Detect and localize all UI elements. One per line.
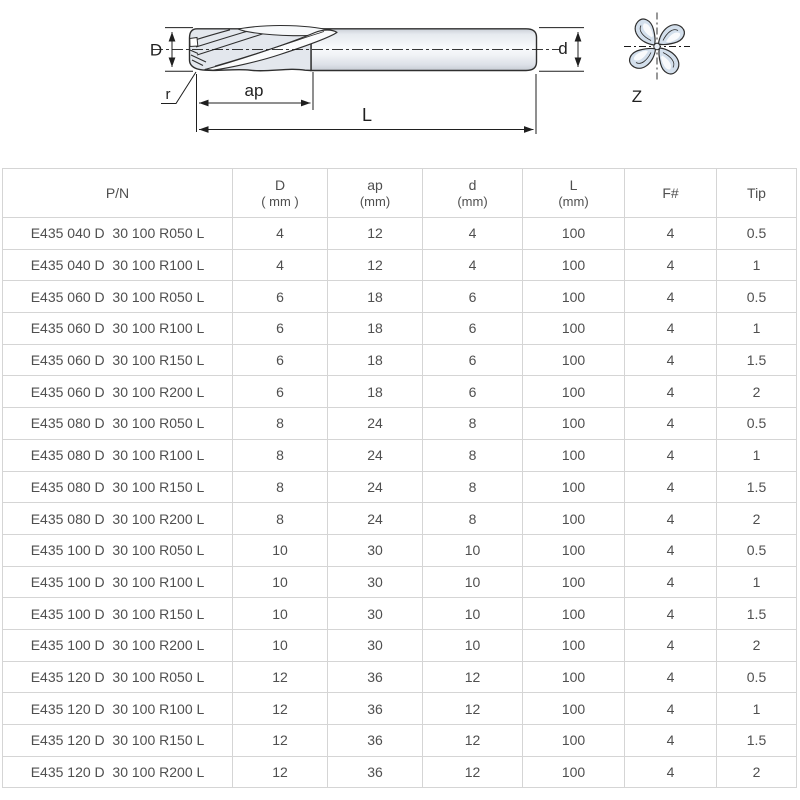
part-number-cell: E435 040 D 30 100 R050 L bbox=[3, 218, 233, 250]
tip-notch bbox=[190, 38, 198, 47]
value-cell: 4 bbox=[625, 693, 717, 725]
value-cell: 100 bbox=[523, 344, 625, 376]
value-cell: 0.5 bbox=[717, 408, 797, 440]
part-number-cell: E435 080 D 30 100 R150 L bbox=[3, 471, 233, 503]
value-cell: 18 bbox=[328, 313, 423, 345]
table-row bbox=[3, 725, 797, 757]
value-cell: 1.5 bbox=[717, 725, 797, 757]
dim-label-r: r bbox=[165, 86, 171, 103]
value-cell: 100 bbox=[523, 661, 625, 693]
column-header-unit: (mm) bbox=[457, 193, 488, 209]
column-header bbox=[423, 169, 523, 218]
value-cell: 4 bbox=[625, 344, 717, 376]
value-cell: 4 bbox=[625, 566, 717, 598]
value-cell: 6 bbox=[423, 376, 523, 408]
column-header bbox=[625, 169, 717, 218]
value-cell: 36 bbox=[328, 693, 423, 725]
column-header bbox=[3, 169, 233, 218]
header-row bbox=[3, 169, 797, 218]
value-cell: 4 bbox=[625, 756, 717, 788]
dim-label-Z: Z bbox=[631, 87, 643, 106]
value-cell: 30 bbox=[328, 534, 423, 566]
value-cell: 4 bbox=[625, 313, 717, 345]
table-row bbox=[3, 598, 797, 630]
table-row bbox=[3, 376, 797, 408]
value-cell: 4 bbox=[625, 629, 717, 661]
dim-label-D: D bbox=[149, 40, 163, 60]
value-cell: 10 bbox=[233, 629, 328, 661]
value-cell: 6 bbox=[233, 376, 328, 408]
value-cell: 36 bbox=[328, 725, 423, 757]
value-cell: 100 bbox=[523, 249, 625, 281]
value-cell: 100 bbox=[523, 376, 625, 408]
value-cell: 100 bbox=[523, 313, 625, 345]
value-cell: 18 bbox=[328, 281, 423, 313]
column-header-unit: (mm) bbox=[558, 193, 589, 209]
value-cell: 4 bbox=[625, 439, 717, 471]
part-number-cell: E435 080 D 30 100 R050 L bbox=[3, 408, 233, 440]
value-cell: 8 bbox=[233, 503, 328, 535]
value-cell: 100 bbox=[523, 629, 625, 661]
column-header bbox=[328, 169, 423, 218]
value-cell: 4 bbox=[625, 661, 717, 693]
value-cell: 1 bbox=[717, 693, 797, 725]
value-cell: 10 bbox=[233, 598, 328, 630]
column-header-label: D bbox=[274, 176, 286, 193]
column-header-unit: ( mm ) bbox=[261, 193, 299, 209]
value-cell: 4 bbox=[625, 218, 717, 250]
table-row bbox=[3, 534, 797, 566]
value-cell: 12 bbox=[423, 756, 523, 788]
part-number-cell: E435 120 D 30 100 R200 L bbox=[3, 756, 233, 788]
value-cell: 4 bbox=[625, 408, 717, 440]
part-number-cell: E435 100 D 30 100 R200 L bbox=[3, 629, 233, 661]
value-cell: 18 bbox=[328, 376, 423, 408]
table-row bbox=[3, 566, 797, 598]
value-cell: 6 bbox=[233, 313, 328, 345]
value-cell: 10 bbox=[233, 534, 328, 566]
value-cell: 0.5 bbox=[717, 661, 797, 693]
column-header bbox=[233, 169, 328, 218]
value-cell: 18 bbox=[328, 344, 423, 376]
part-number-cell: E435 100 D 30 100 R100 L bbox=[3, 566, 233, 598]
part-number-cell: E435 080 D 30 100 R100 L bbox=[3, 439, 233, 471]
value-cell: 1.5 bbox=[717, 344, 797, 376]
value-cell: 4 bbox=[423, 218, 523, 250]
table-row bbox=[3, 471, 797, 503]
value-cell: 6 bbox=[423, 281, 523, 313]
value-cell: 36 bbox=[328, 756, 423, 788]
value-cell: 100 bbox=[523, 281, 625, 313]
value-cell: 30 bbox=[328, 629, 423, 661]
part-number-cell: E435 100 D 30 100 R050 L bbox=[3, 534, 233, 566]
value-cell: 100 bbox=[523, 598, 625, 630]
table-row bbox=[3, 439, 797, 471]
value-cell: 8 bbox=[423, 471, 523, 503]
value-cell: 4 bbox=[625, 598, 717, 630]
table-row bbox=[3, 629, 797, 661]
value-cell: 8 bbox=[233, 408, 328, 440]
value-cell: 100 bbox=[523, 534, 625, 566]
value-cell: 24 bbox=[328, 503, 423, 535]
table-row bbox=[3, 281, 797, 313]
value-cell: 100 bbox=[523, 439, 625, 471]
value-cell: 4 bbox=[423, 249, 523, 281]
value-cell: 8 bbox=[233, 471, 328, 503]
value-cell: 4 bbox=[625, 503, 717, 535]
value-cell: 30 bbox=[328, 566, 423, 598]
value-cell: 12 bbox=[423, 693, 523, 725]
table-row bbox=[3, 661, 797, 693]
table-body bbox=[3, 218, 797, 788]
column-header-label: ap bbox=[367, 176, 383, 193]
part-number-cell: E435 060 D 30 100 R200 L bbox=[3, 376, 233, 408]
dim-label-d: d bbox=[558, 39, 568, 58]
value-cell: 100 bbox=[523, 725, 625, 757]
value-cell: 100 bbox=[523, 503, 625, 535]
value-cell: 12 bbox=[233, 756, 328, 788]
spec-table bbox=[2, 168, 797, 788]
dim-label-L: L bbox=[361, 105, 373, 125]
value-cell: 12 bbox=[328, 218, 423, 250]
value-cell: 12 bbox=[328, 249, 423, 281]
value-cell: 100 bbox=[523, 566, 625, 598]
part-number-cell: E435 100 D 30 100 R150 L bbox=[3, 598, 233, 630]
value-cell: 8 bbox=[233, 439, 328, 471]
value-cell: 10 bbox=[423, 629, 523, 661]
value-cell: 8 bbox=[423, 439, 523, 471]
value-cell: 24 bbox=[328, 439, 423, 471]
value-cell: 0.5 bbox=[717, 218, 797, 250]
column-header bbox=[717, 169, 797, 218]
part-number-cell: E435 040 D 30 100 R100 L bbox=[3, 249, 233, 281]
table-row bbox=[3, 344, 797, 376]
value-cell: 10 bbox=[423, 566, 523, 598]
value-cell: 12 bbox=[423, 661, 523, 693]
value-cell: 10 bbox=[423, 534, 523, 566]
table-row bbox=[3, 693, 797, 725]
column-header-label: d bbox=[468, 176, 477, 193]
value-cell: 6 bbox=[233, 281, 328, 313]
value-cell: 10 bbox=[233, 566, 328, 598]
value-cell: 24 bbox=[328, 471, 423, 503]
value-cell: 1.5 bbox=[717, 598, 797, 630]
value-cell: 12 bbox=[233, 693, 328, 725]
column-header-label: Tip bbox=[747, 184, 766, 201]
value-cell: 100 bbox=[523, 756, 625, 788]
table-row bbox=[3, 503, 797, 535]
column-header-label: L bbox=[569, 176, 578, 193]
value-cell: 4 bbox=[233, 249, 328, 281]
table-row bbox=[3, 249, 797, 281]
value-cell: 2 bbox=[717, 629, 797, 661]
value-cell: 1 bbox=[717, 566, 797, 598]
value-cell: 6 bbox=[423, 313, 523, 345]
value-cell: 24 bbox=[328, 408, 423, 440]
value-cell: 2 bbox=[717, 756, 797, 788]
part-number-cell: E435 120 D 30 100 R050 L bbox=[3, 661, 233, 693]
part-number-cell: E435 120 D 30 100 R100 L bbox=[3, 693, 233, 725]
value-cell: 100 bbox=[523, 471, 625, 503]
value-cell: 6 bbox=[233, 344, 328, 376]
value-cell: 36 bbox=[328, 661, 423, 693]
table-row bbox=[3, 408, 797, 440]
column-header-unit: (mm) bbox=[359, 193, 391, 209]
table-row bbox=[3, 313, 797, 345]
value-cell: 100 bbox=[523, 693, 625, 725]
value-cell: 12 bbox=[423, 725, 523, 757]
value-cell: 0.5 bbox=[717, 534, 797, 566]
endmill-diagram bbox=[0, 0, 800, 165]
value-cell: 6 bbox=[423, 344, 523, 376]
part-number-cell: E435 080 D 30 100 R200 L bbox=[3, 503, 233, 535]
column-header-label: P/N bbox=[105, 184, 130, 201]
part-number-cell: E435 060 D 30 100 R150 L bbox=[3, 344, 233, 376]
value-cell: 30 bbox=[328, 598, 423, 630]
value-cell: 1 bbox=[717, 439, 797, 471]
table-row bbox=[3, 218, 797, 250]
value-cell: 4 bbox=[625, 471, 717, 503]
value-cell: 12 bbox=[233, 661, 328, 693]
value-cell: 4 bbox=[233, 218, 328, 250]
value-cell: 8 bbox=[423, 408, 523, 440]
column-header bbox=[523, 169, 625, 218]
part-number-cell: E435 060 D 30 100 R100 L bbox=[3, 313, 233, 345]
value-cell: 1.5 bbox=[717, 471, 797, 503]
endview-icon bbox=[624, 13, 690, 81]
column-header-label: F# bbox=[662, 184, 679, 201]
value-cell: 10 bbox=[423, 598, 523, 630]
value-cell: 12 bbox=[233, 725, 328, 757]
value-cell: 100 bbox=[523, 408, 625, 440]
part-number-cell: E435 060 D 30 100 R050 L bbox=[3, 281, 233, 313]
value-cell: 100 bbox=[523, 218, 625, 250]
value-cell: 2 bbox=[717, 503, 797, 535]
value-cell: 4 bbox=[625, 281, 717, 313]
dim-label-ap: ap bbox=[244, 81, 264, 100]
value-cell: 4 bbox=[625, 725, 717, 757]
value-cell: 4 bbox=[625, 534, 717, 566]
value-cell: 0.5 bbox=[717, 281, 797, 313]
value-cell: 1 bbox=[717, 313, 797, 345]
value-cell: 2 bbox=[717, 376, 797, 408]
value-cell: 8 bbox=[423, 503, 523, 535]
value-cell: 4 bbox=[625, 376, 717, 408]
value-cell: 4 bbox=[625, 249, 717, 281]
value-cell: 1 bbox=[717, 249, 797, 281]
table-row bbox=[3, 756, 797, 788]
part-number-cell: E435 120 D 30 100 R150 L bbox=[3, 725, 233, 757]
